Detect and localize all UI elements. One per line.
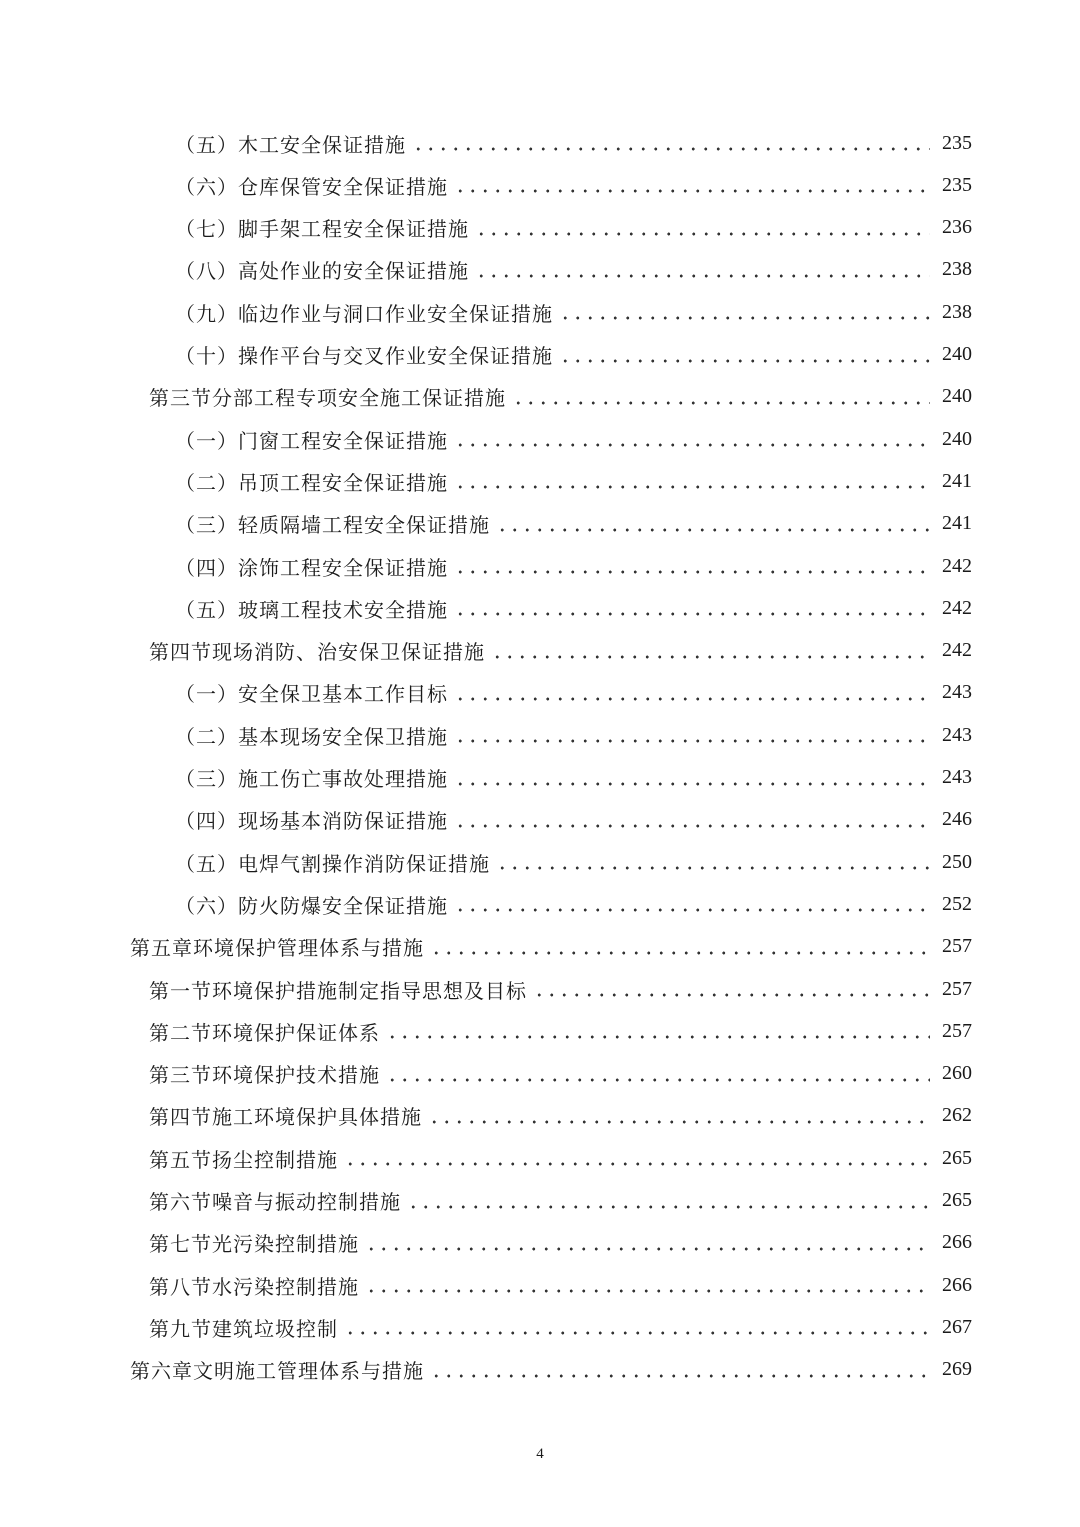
toc-dot-leader [496, 852, 930, 872]
toc-entry-title: （五）玻璃工程技术安全措施 [175, 597, 448, 622]
toc-entry[interactable] [175, 672, 972, 714]
toc-dot-leader [454, 471, 930, 491]
toc-entry-title: （五）木工安全保证措施 [175, 132, 406, 157]
toc-entry[interactable] [175, 334, 972, 376]
toc-entry-title: （六）仓库保管安全保证措施 [175, 174, 448, 199]
toc-entry[interactable] [149, 968, 972, 1010]
toc-dot-leader [412, 133, 930, 153]
toc-entry-page: 246 [942, 808, 972, 831]
toc-entry[interactable] [175, 418, 972, 460]
toc-entry-page: 235 [942, 173, 972, 196]
toc-entry-page: 250 [942, 850, 972, 873]
toc-entry[interactable] [175, 714, 972, 756]
toc-entry[interactable] [175, 799, 972, 841]
toc-entry[interactable] [149, 1264, 972, 1306]
toc-entry-page: 241 [942, 512, 972, 535]
toc-entry[interactable] [175, 291, 972, 333]
toc-entry-title: 第三节环境保护技术措施 [149, 1063, 380, 1088]
toc-entry-title: （六）防火防爆安全保证措施 [175, 893, 448, 918]
toc-entry-page: 238 [942, 300, 972, 323]
toc-entry-page: 267 [942, 1315, 972, 1338]
toc-entry-title: （一）门窗工程安全保证措施 [175, 428, 448, 453]
toc-dot-leader [491, 641, 930, 661]
toc-entry-title: （五）电焊气割操作消防保证措施 [175, 851, 490, 876]
toc-entry-page: 235 [942, 131, 972, 154]
toc-entry-title: 第六节噪音与振动控制措施 [149, 1190, 401, 1214]
toc-dot-leader [475, 260, 930, 280]
toc-entry[interactable] [130, 926, 972, 968]
toc-entry[interactable] [149, 376, 972, 418]
toc-entry[interactable] [175, 122, 972, 164]
toc-entry-title: 第五章环境保护管理体系与措施 [130, 936, 424, 961]
toc-dot-leader [454, 810, 930, 830]
toc-dot-leader [428, 1106, 930, 1126]
toc-entry[interactable] [149, 1137, 972, 1179]
toc-dot-leader [454, 725, 930, 745]
toc-dot-leader [454, 768, 930, 788]
toc-entry-page: 257 [942, 1019, 972, 1042]
toc-entry-title: （三）施工伤亡事故处理措施 [175, 767, 448, 791]
toc-entry[interactable] [175, 757, 972, 799]
toc-dot-leader [475, 218, 930, 238]
toc-dot-leader [344, 1317, 930, 1337]
toc-entry[interactable] [149, 1095, 972, 1137]
toc-entry-title: （四）现场基本消防保证措施 [175, 809, 448, 834]
toc-entry-title: （四）涂饰工程安全保证措施 [175, 555, 448, 580]
toc-entry-page: 257 [942, 935, 972, 958]
toc-entry-page: 266 [942, 1231, 972, 1254]
toc-dot-leader [407, 1191, 930, 1211]
toc-dot-leader [386, 1064, 930, 1084]
toc-entry-page: 260 [942, 1062, 972, 1085]
toc-entry-title: （一）安全保卫基本工作目标 [175, 682, 448, 707]
toc-entry-title: （七）脚手架工程安全保证措施 [175, 217, 469, 242]
toc-entry-title: （二）基本现场安全保卫措施 [175, 724, 448, 749]
toc-entry-title: 第四节施工环境保护具体措施 [149, 1105, 422, 1130]
toc-entry-page: 262 [942, 1104, 972, 1127]
toc-entry-title: 第四节现场消防、治安保卫保证措施 [149, 640, 485, 665]
toc-entry[interactable] [149, 1222, 972, 1264]
toc-dot-leader [454, 683, 930, 703]
toc-entry[interactable] [175, 207, 972, 249]
toc-entry-page: 238 [942, 258, 972, 281]
toc-entry-page: 265 [942, 1189, 972, 1211]
toc-entry-title: （三）轻质隔墙工程安全保证措施 [175, 513, 490, 538]
toc-entry-title: （十）操作平台与交叉作业安全保证措施 [175, 344, 553, 368]
toc-entry-title: 第九节建筑垃圾控制 [149, 1316, 338, 1341]
toc-entry[interactable] [149, 1053, 972, 1095]
toc-entry-title: 第一节环境保护措施制定指导思想及目标 [149, 978, 527, 1003]
toc-entry[interactable] [175, 545, 972, 587]
toc-entry[interactable] [175, 249, 972, 291]
toc-dot-leader [533, 979, 930, 999]
toc-entry-page: 243 [942, 681, 972, 704]
toc-entry-title: 第三节分部工程专项安全施工保证措施 [149, 386, 506, 411]
toc-entry[interactable] [175, 587, 972, 629]
toc-entry[interactable] [149, 1010, 972, 1052]
toc-entry-page: 265 [942, 1146, 972, 1169]
toc-dot-leader [454, 175, 930, 195]
toc-entry[interactable] [130, 1349, 972, 1391]
toc-entry-page: 269 [942, 1358, 972, 1381]
toc-entry-page: 242 [942, 596, 972, 619]
page-number: 4 [536, 1446, 544, 1462]
toc-entry[interactable] [175, 841, 972, 883]
toc-entry-title: （九）临边作业与洞口作业安全保证措施 [175, 301, 553, 326]
toc-entry-title: （八）高处作业的安全保证措施 [175, 259, 469, 284]
toc-entry-page: 240 [942, 427, 972, 450]
toc-dot-leader [454, 894, 930, 914]
toc-dot-leader [386, 1021, 930, 1041]
toc-dot-leader [344, 1148, 930, 1168]
toc-entry-title: 第八节水污染控制措施 [149, 1274, 359, 1299]
toc-entry-page: 252 [942, 892, 972, 915]
toc-dot-leader [559, 302, 930, 322]
toc-entry-page: 266 [942, 1273, 972, 1296]
toc-dot-leader [430, 937, 930, 957]
toc-entry[interactable] [149, 1180, 972, 1222]
toc-dot-leader [430, 1360, 930, 1380]
toc-entry-page: 240 [942, 385, 972, 408]
toc-entry[interactable] [175, 164, 972, 206]
toc-entry-page: 257 [942, 977, 972, 1000]
toc-entry-page: 240 [942, 343, 972, 365]
toc-dot-leader [365, 1233, 930, 1253]
toc-entry-title: 第五节扬尘控制措施 [149, 1147, 338, 1172]
toc-entry[interactable] [175, 503, 972, 545]
toc-dot-leader [365, 1275, 930, 1295]
toc-entry-page: 243 [942, 723, 972, 746]
toc-dot-leader [496, 514, 930, 534]
toc-entry-title: 第六章文明施工管理体系与措施 [130, 1359, 424, 1384]
toc-dot-leader [454, 429, 930, 449]
toc-entry-title: 第七节光污染控制措施 [149, 1232, 359, 1257]
toc-entry-title: （二）吊顶工程安全保证措施 [175, 470, 448, 495]
toc-entry[interactable] [149, 630, 972, 672]
toc-entry-page: 242 [942, 554, 972, 577]
toc-entry[interactable] [175, 883, 972, 925]
toc-entry[interactable] [175, 460, 972, 502]
toc-entry-title: 第二节环境保护保证体系 [149, 1020, 380, 1045]
toc-dot-leader [559, 345, 930, 365]
toc-entry[interactable] [149, 1306, 972, 1348]
toc-dot-leader [454, 556, 930, 576]
toc-entry-page: 243 [942, 766, 972, 788]
toc-entry-page: 241 [942, 469, 972, 492]
toc-entry-page: 236 [942, 216, 972, 239]
toc-dot-leader [454, 598, 930, 618]
toc-entry-page: 242 [942, 639, 972, 662]
toc-dot-leader [512, 387, 930, 407]
